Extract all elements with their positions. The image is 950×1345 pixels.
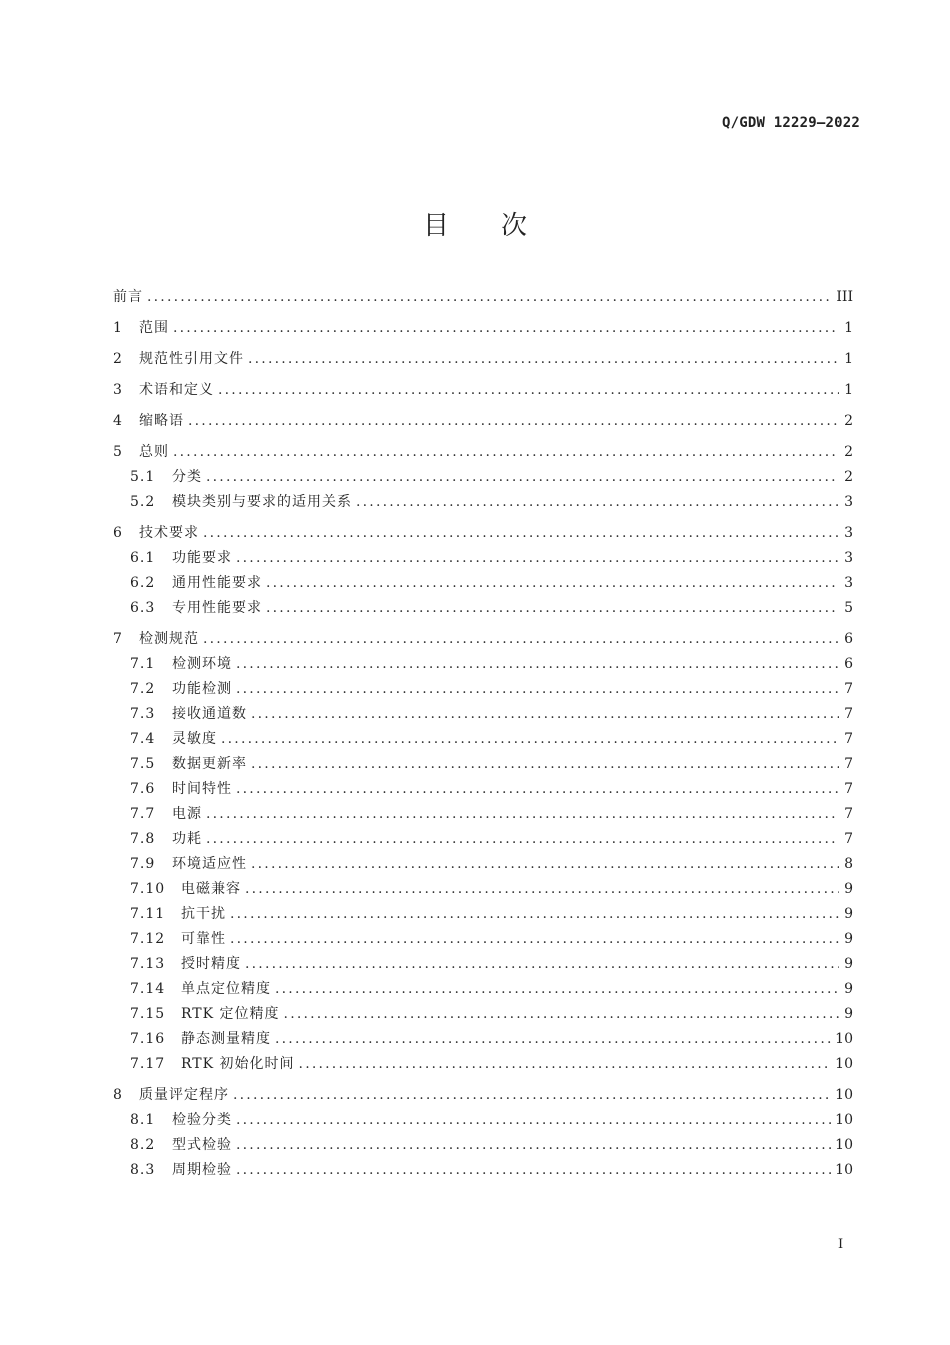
toc-entry-number: 7.15 — [130, 1006, 166, 1022]
toc-entry[interactable] — [113, 977, 853, 1002]
toc-entry-page: 3 — [844, 550, 853, 566]
toc-leader-dots — [218, 378, 839, 403]
toc-leader-dots — [299, 1052, 832, 1077]
toc-entry-number: 5.2 — [130, 494, 156, 510]
toc-entry-number: 7 — [113, 631, 123, 647]
toc-leader-dots — [236, 777, 839, 802]
toc-entry-number: 7.16 — [130, 1031, 166, 1047]
toc-entry[interactable] — [113, 877, 853, 902]
toc-entry-page: 7 — [844, 806, 853, 822]
toc-entry-page: 10 — [835, 1137, 853, 1153]
toc-entry-page: 9 — [844, 981, 853, 997]
toc-leader-dots — [236, 677, 839, 702]
toc-leader-dots — [284, 1002, 839, 1027]
toc-entry-number: 5.1 — [130, 469, 156, 485]
toc-entry[interactable] — [113, 546, 853, 571]
toc-leader-dots — [173, 440, 839, 465]
toc-leader-dots — [236, 546, 839, 571]
toc-entry[interactable] — [113, 727, 853, 752]
toc-leader-dots — [245, 952, 839, 977]
toc-leader-dots — [356, 490, 839, 515]
toc-entry-number: 7.17 — [130, 1056, 166, 1072]
toc-entry-page: 1 — [844, 382, 853, 398]
toc-entry-label: 环境适应性 — [172, 856, 247, 872]
toc-entry-number: 7.10 — [130, 881, 166, 897]
toc-entry[interactable] — [113, 927, 853, 952]
toc-entry-label: 功能检测 — [172, 681, 232, 697]
toc-entry-number: 7.2 — [130, 681, 156, 697]
toc-entry[interactable] — [113, 316, 853, 341]
toc-entry[interactable] — [113, 702, 853, 727]
toc-leader-dots — [147, 285, 832, 310]
toc-entry-label: RTK 定位精度 — [181, 1006, 280, 1022]
toc-entry-page: 9 — [844, 956, 853, 972]
toc-entry-number: 2 — [113, 351, 123, 367]
toc-entry-label: 功耗 — [172, 831, 202, 847]
toc-entry-label: 周期检验 — [172, 1162, 232, 1178]
toc-entry[interactable] — [113, 952, 853, 977]
toc-entry[interactable] — [113, 852, 853, 877]
toc-title: 目次 — [422, 211, 579, 241]
toc-entry-label: 数据更新率 — [172, 756, 247, 772]
toc-entry-label: 专用性能要求 — [172, 600, 262, 616]
toc-leader-dots — [266, 571, 839, 596]
toc-entry-number: 8.2 — [130, 1137, 156, 1153]
toc-leader-dots — [230, 902, 839, 927]
toc-entry-label: 检测环境 — [172, 656, 232, 672]
toc-entry-label: 授时精度 — [181, 956, 241, 972]
toc-entry-label: 静态测量精度 — [181, 1031, 271, 1047]
toc-entry-page: 5 — [844, 600, 853, 616]
toc-entry-label: 质量评定程序 — [139, 1087, 229, 1103]
toc-entry-number: 7.4 — [130, 731, 156, 747]
toc-leader-dots — [221, 727, 839, 752]
table-of-contents — [113, 285, 853, 1183]
toc-entry-number: 8.1 — [130, 1112, 156, 1128]
toc-entry[interactable] — [113, 1002, 853, 1027]
toc-leader-dots — [233, 1083, 831, 1108]
toc-entry-label: 术语和定义 — [139, 382, 214, 398]
toc-leader-dots — [251, 752, 839, 777]
toc-entry-number: 6.1 — [130, 550, 156, 566]
toc-entry-number: 6.3 — [130, 600, 156, 616]
toc-entry-label: 范围 — [139, 320, 169, 336]
toc-entry[interactable] — [113, 465, 853, 490]
toc-leader-dots — [206, 802, 839, 827]
toc-entry-page: 10 — [835, 1087, 853, 1103]
toc-leader-dots — [245, 877, 839, 902]
toc-leader-dots — [236, 1158, 831, 1183]
toc-entry-label: 检验分类 — [172, 1112, 232, 1128]
toc-entry-number: 7.11 — [130, 906, 166, 922]
toc-entry[interactable] — [113, 285, 853, 310]
toc-entry-label: 模块类别与要求的适用关系 — [172, 494, 352, 510]
toc-entry[interactable] — [113, 677, 853, 702]
toc-entry-page: III — [836, 289, 853, 305]
toc-entry-number: 5 — [113, 444, 123, 460]
toc-entry-label: 技术要求 — [139, 525, 199, 541]
toc-entry-label: 单点定位精度 — [181, 981, 271, 997]
toc-leader-dots — [206, 827, 839, 852]
toc-entry-page: 10 — [835, 1112, 853, 1128]
toc-entry-page: 7 — [844, 781, 853, 797]
toc-entry-label: 分类 — [172, 469, 202, 485]
toc-entry[interactable] — [113, 802, 853, 827]
toc-entry[interactable] — [113, 490, 853, 515]
toc-entry-label: 功能要求 — [172, 550, 232, 566]
toc-entry[interactable] — [113, 627, 853, 652]
toc-leader-dots — [251, 702, 839, 727]
toc-entry-label: 缩略语 — [139, 413, 184, 429]
toc-entry-number: 6.2 — [130, 575, 156, 591]
toc-entry-label: 可靠性 — [181, 931, 226, 947]
toc-entry-number: 7.8 — [130, 831, 156, 847]
toc-entry[interactable] — [113, 777, 853, 802]
toc-entry-page: 1 — [844, 351, 853, 367]
toc-entry[interactable] — [113, 827, 853, 852]
toc-entry-page: 6 — [844, 631, 853, 647]
toc-entry-page: 10 — [835, 1056, 853, 1072]
toc-entry-page: 6 — [844, 656, 853, 672]
toc-entry-number: 7.1 — [130, 656, 156, 672]
toc-entry-page: 9 — [844, 906, 853, 922]
toc-entry-page: 3 — [844, 525, 853, 541]
toc-entry-number: 7.3 — [130, 706, 156, 722]
toc-entry[interactable] — [113, 378, 853, 403]
toc-entry-label: 规范性引用文件 — [139, 351, 244, 367]
toc-entry-label: 通用性能要求 — [172, 575, 262, 591]
toc-entry-number: 1 — [113, 320, 123, 336]
toc-entry-label: 抗干扰 — [181, 906, 226, 922]
toc-entry-page: 3 — [844, 575, 853, 591]
toc-entry[interactable] — [113, 596, 853, 621]
toc-leader-dots — [248, 347, 839, 372]
toc-leader-dots — [275, 1027, 831, 1052]
toc-entry-page: 9 — [844, 881, 853, 897]
toc-entry-number: 4 — [113, 413, 123, 429]
toc-leader-dots — [173, 316, 839, 341]
toc-entry-number: 8.3 — [130, 1162, 156, 1178]
toc-leader-dots — [188, 409, 839, 434]
toc-leader-dots — [251, 852, 839, 877]
toc-entry-label: 时间特性 — [172, 781, 232, 797]
toc-entry-page: 2 — [844, 469, 853, 485]
document-code: Q/GDW 12229—2022 — [721, 115, 860, 131]
toc-leader-dots — [203, 627, 839, 652]
toc-entry-page: 2 — [844, 413, 853, 429]
toc-entry-page: 7 — [844, 706, 853, 722]
toc-entry[interactable] — [113, 1133, 853, 1158]
toc-entry-number: 7.6 — [130, 781, 156, 797]
toc-entry-page: 7 — [844, 681, 853, 697]
toc-entry-number: 7.12 — [130, 931, 166, 947]
toc-entry-label: 电磁兼容 — [181, 881, 241, 897]
toc-entry[interactable] — [113, 1158, 853, 1183]
toc-entry[interactable] — [113, 902, 853, 927]
toc-entry[interactable] — [113, 347, 853, 372]
toc-entry-number: 7.7 — [130, 806, 156, 822]
toc-entry-number: 7.5 — [130, 756, 156, 772]
toc-entry-page: 10 — [835, 1031, 853, 1047]
toc-entry-page: 7 — [844, 731, 853, 747]
toc-entry[interactable] — [113, 409, 853, 434]
toc-entry-page: 9 — [844, 1006, 853, 1022]
toc-entry-page: 3 — [844, 494, 853, 510]
toc-entry-page: 8 — [844, 856, 853, 872]
toc-entry[interactable] — [113, 521, 853, 546]
toc-entry-label: 型式检验 — [172, 1137, 232, 1153]
toc-entry-page: 10 — [835, 1162, 853, 1178]
toc-entry-label: 检测规范 — [139, 631, 199, 647]
toc-entry-label: 电源 — [172, 806, 202, 822]
toc-leader-dots — [236, 1133, 831, 1158]
toc-entry-number: 6 — [113, 525, 123, 541]
toc-entry-label: 灵敏度 — [172, 731, 217, 747]
toc-entry[interactable] — [113, 571, 853, 596]
toc-leader-dots — [203, 521, 839, 546]
toc-entry[interactable] — [113, 652, 853, 677]
toc-entry-number: 7.13 — [130, 956, 166, 972]
toc-entry[interactable] — [113, 1108, 853, 1133]
page-number: I — [838, 1237, 844, 1252]
toc-entry-number: 8 — [113, 1087, 123, 1103]
toc-entry-page: 7 — [844, 831, 853, 847]
toc-entry[interactable] — [113, 1027, 853, 1052]
toc-entry-page: 1 — [844, 320, 853, 336]
toc-leader-dots — [266, 596, 839, 621]
toc-entry-number: 7.14 — [130, 981, 166, 997]
toc-entry-number: 3 — [113, 382, 123, 398]
toc-entry[interactable] — [113, 440, 853, 465]
toc-entry[interactable] — [113, 752, 853, 777]
toc-entry[interactable] — [113, 1083, 853, 1108]
toc-entry[interactable] — [113, 1052, 853, 1077]
toc-leader-dots — [230, 927, 839, 952]
toc-entry-page: 2 — [844, 444, 853, 460]
toc-leader-dots — [206, 465, 839, 490]
toc-entry-label: 总则 — [139, 444, 169, 460]
toc-entry-label: 前言 — [113, 289, 143, 305]
toc-entry-label: 接收通道数 — [172, 706, 247, 722]
toc-leader-dots — [236, 652, 839, 677]
toc-entry-page: 9 — [844, 931, 853, 947]
toc-entry-number: 7.9 — [130, 856, 156, 872]
toc-entry-label: RTK 初始化时间 — [181, 1056, 295, 1072]
toc-leader-dots — [275, 977, 839, 1002]
toc-leader-dots — [236, 1108, 831, 1133]
toc-entry-page: 7 — [844, 756, 853, 772]
